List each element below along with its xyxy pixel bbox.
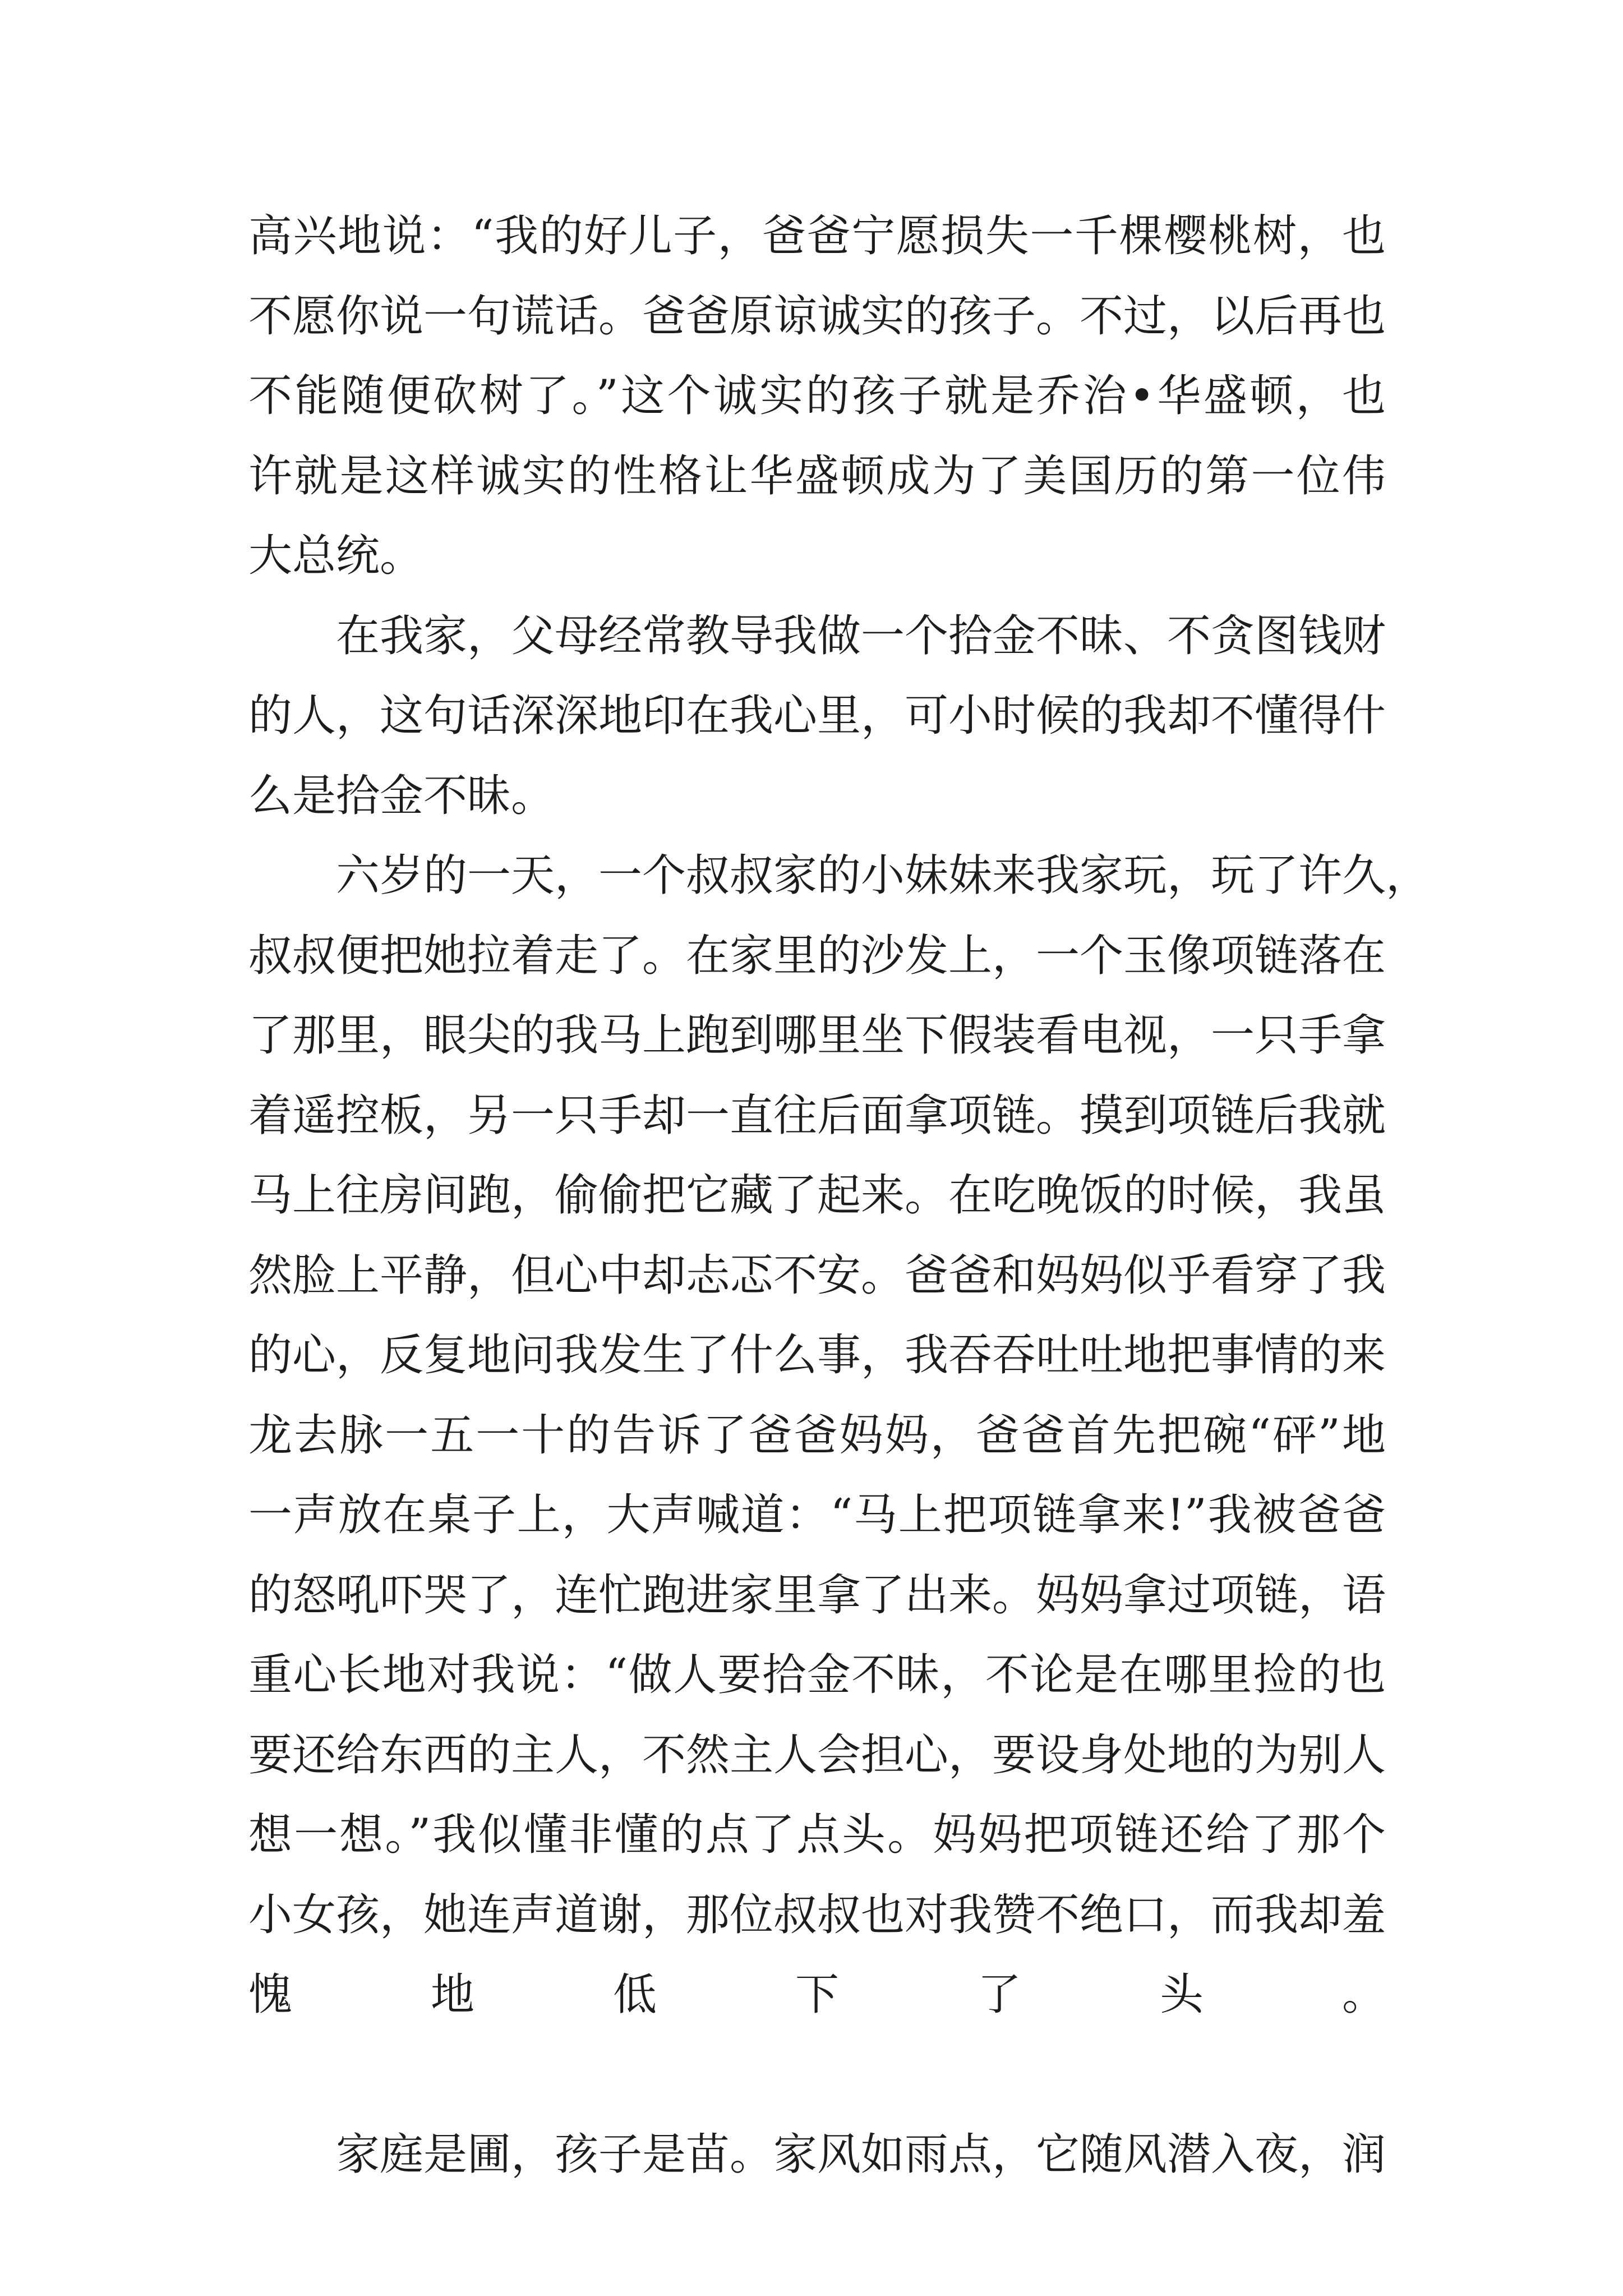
paragraph-first-line: 家庭是圃，孩子是苗。家风如雨点，它随风潜入夜，润 bbox=[336, 2129, 1386, 2180]
text-line: 大总统。 bbox=[248, 531, 424, 581]
paragraph-first-line: 在我家，父母经常教导我做一个拾金不昧、不贪图钱财 bbox=[336, 610, 1386, 661]
text-line: 龙去脉一五一十的告诉了爸爸妈妈，爸爸首先把碗“砰”地 bbox=[248, 1410, 1386, 1461]
text-line: 的心，反复地问我发生了什么事，我吞吞吐吐地把事情的来 bbox=[248, 1330, 1386, 1381]
text-line bbox=[248, 2035, 1386, 2115]
text-line: 小女孩，她连声道谢，那位叔叔也对我赞不绝口，而我却羞 bbox=[248, 1889, 1386, 1940]
text-line: 了那里，眼尖的我马上跑到哪里坐下假装看电视，一只手拿 bbox=[248, 1010, 1386, 1061]
paragraph-first-line: 六岁的一天，一个叔叔家的小妹妹来我家玩，玩了许久， bbox=[336, 850, 1430, 901]
text-line: 不愿你说一句谎话。爸爸原谅诚实的孩子。不过，以后再也 bbox=[248, 291, 1386, 342]
text-line: 么是拾金不昧。 bbox=[248, 770, 555, 821]
text-line: 要还给东西的主人，不然主人会担心，要设身处地的为别人 bbox=[248, 1729, 1386, 1780]
text-line: 的怒吼吓哭了，连忙跑进家里拿了出来。妈妈拿过项链，语 bbox=[248, 1570, 1386, 1621]
text-line: 一声放在桌子上，大声喊道：“马上把项链拿来!”我被爸爸 bbox=[248, 1490, 1386, 1540]
text-line: 想一想。”我似懂非懂的点了点头。妈妈把项链还给了那个 bbox=[248, 1810, 1386, 1860]
text-line: 高兴地说：“我的好儿子，爸爸宁愿损失一千棵樱桃树，也 bbox=[248, 211, 1386, 261]
text-line: 的人，这句话深深地印在我心里，可小时候的我却不懂得什 bbox=[248, 691, 1386, 741]
text-line: 愧地低下了头。 bbox=[248, 1970, 1386, 2020]
text-line: 然脸上平静，但心中却忐忑不安。爸爸和妈妈似乎看穿了我 bbox=[248, 1250, 1386, 1301]
text-line: 重心长地对我说：“做人要拾金不昧，不论是在哪里捡的也 bbox=[248, 1650, 1386, 1700]
body-text bbox=[248, 196, 1430, 2195]
text-line: 着遥控板，另一只手却一直往后面拿项链。摸到项链后我就 bbox=[248, 1090, 1386, 1141]
text-line: 不能随便砍树了。”这个诚实的孩子就是乔治•华盛顿，也 bbox=[248, 371, 1386, 421]
text-line: 许就是这样诚实的性格让华盛顿成为了美国历的第一位伟 bbox=[248, 450, 1386, 501]
text-line: 马上往房间跑，偷偷把它藏了起来。在吃晚饭的时候，我虽 bbox=[248, 1170, 1386, 1221]
text-line: 叔叔便把她拉着走了。在家里的沙发上，一个玉像项链落在 bbox=[248, 930, 1386, 981]
